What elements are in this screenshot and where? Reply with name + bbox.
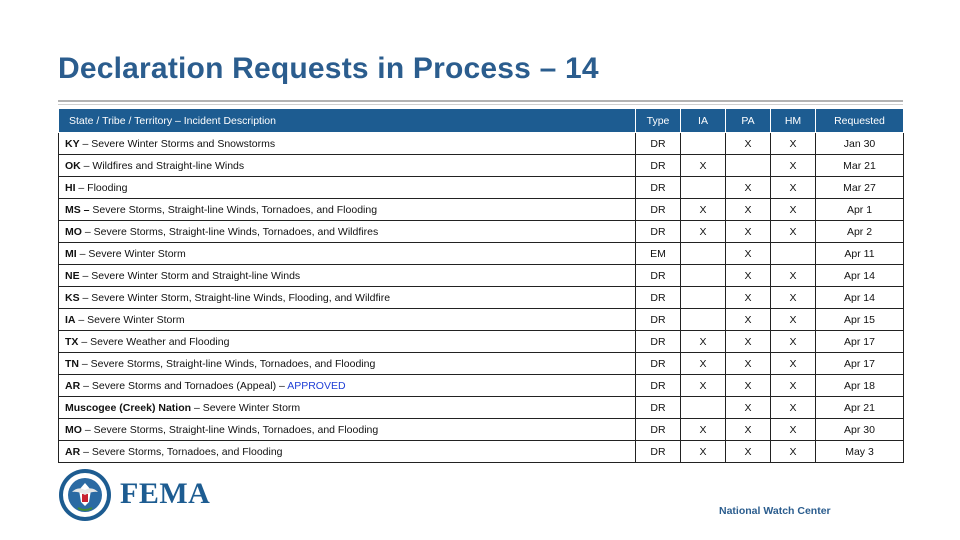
cell-hm: X [771, 287, 816, 309]
column-header-pa: PA [726, 109, 771, 133]
cell-type: DR [636, 199, 681, 221]
cell-hm: X [771, 419, 816, 441]
cell-type: DR [636, 133, 681, 155]
cell-type: DR [636, 441, 681, 463]
cell-ia [681, 265, 726, 287]
cell-requested: Apr 11 [816, 243, 904, 265]
state-code: NE [65, 269, 80, 282]
cell-pa: X [726, 177, 771, 199]
cell-requested: Mar 27 [816, 177, 904, 199]
cell-pa: X [726, 243, 771, 265]
incident-description: – Severe Winter Storms and Snowstorms [79, 137, 276, 150]
cell-description [59, 397, 636, 419]
state-code: MO [65, 423, 82, 436]
column-header-description: State / Tribe / Territory – Incident Description [59, 109, 636, 133]
incident-description: – Severe Winter Storm, Straight-line Winds, Flooding, and Wildfire [79, 291, 391, 304]
cell-pa: X [726, 353, 771, 375]
cell-pa: X [726, 221, 771, 243]
cell-description [59, 221, 636, 243]
cell-requested: Apr 14 [816, 265, 904, 287]
cell-type: DR [636, 309, 681, 331]
cell-pa: X [726, 133, 771, 155]
cell-pa: X [726, 419, 771, 441]
cell-description [59, 133, 636, 155]
table-header-row [59, 109, 904, 133]
cell-hm: X [771, 221, 816, 243]
state-code: IA [65, 313, 76, 326]
cell-requested: Apr 21 [816, 397, 904, 419]
cell-requested: Apr 17 [816, 331, 904, 353]
cell-description [59, 353, 636, 375]
cell-pa: X [726, 441, 771, 463]
state-code: MI [65, 247, 77, 260]
cell-type: DR [636, 331, 681, 353]
page-title: Declaration Requests in Process – 14 [58, 52, 599, 85]
incident-description: – Flooding [75, 181, 128, 194]
cell-description [59, 287, 636, 309]
column-header-hm: HM [771, 109, 816, 133]
cell-description [59, 441, 636, 463]
cell-hm [771, 243, 816, 265]
cell-ia [681, 287, 726, 309]
cell-description [59, 309, 636, 331]
cell-hm: X [771, 199, 816, 221]
table-row [59, 287, 904, 309]
cell-requested: Apr 2 [816, 221, 904, 243]
table-row [59, 221, 904, 243]
cell-pa: X [726, 199, 771, 221]
incident-description: – Severe Storms, Straight-line Winds, Tornadoes, and Flooding [81, 423, 379, 436]
state-code: TN [65, 357, 79, 370]
cell-description [59, 419, 636, 441]
cell-type: EM [636, 243, 681, 265]
cell-ia: X [681, 375, 726, 397]
cell-ia [681, 309, 726, 331]
incident-description: – Severe Winter Storm [191, 401, 301, 414]
incident-description: – Severe Winter Storm [76, 247, 186, 260]
cell-type: DR [636, 375, 681, 397]
cell-description [59, 155, 636, 177]
cell-hm: X [771, 265, 816, 287]
table-row [59, 133, 904, 155]
cell-hm: X [771, 441, 816, 463]
incident-description: – Severe Winter Storm [75, 313, 185, 326]
cell-ia: X [681, 221, 726, 243]
cell-hm: X [771, 155, 816, 177]
fema-wordmark: FEMA [120, 477, 211, 510]
cell-type: DR [636, 177, 681, 199]
cell-hm: X [771, 331, 816, 353]
cell-requested: Apr 14 [816, 287, 904, 309]
cell-type: DR [636, 221, 681, 243]
cell-pa: X [726, 375, 771, 397]
cell-ia: X [681, 331, 726, 353]
title-divider [58, 100, 903, 102]
incident-description: – Severe Weather and Flooding [78, 335, 230, 348]
table-row [59, 441, 904, 463]
cell-type: DR [636, 287, 681, 309]
cell-pa: X [726, 309, 771, 331]
cell-type: DR [636, 353, 681, 375]
cell-ia: X [681, 419, 726, 441]
cell-hm: X [771, 133, 816, 155]
column-header-ia: IA [681, 109, 726, 133]
cell-description [59, 331, 636, 353]
cell-pa: X [726, 397, 771, 419]
cell-type: DR [636, 265, 681, 287]
cell-type: DR [636, 397, 681, 419]
cell-requested: Apr 1 [816, 199, 904, 221]
incident-description: – Severe Storms, Tornadoes, and Flooding [80, 445, 283, 458]
cell-ia [681, 243, 726, 265]
table-row [59, 309, 904, 331]
state-code: AR [65, 445, 81, 458]
incident-description: – Severe Storms and Tornadoes (Appeal) – [80, 379, 288, 392]
cell-ia [681, 133, 726, 155]
cell-hm: X [771, 353, 816, 375]
cell-description [59, 177, 636, 199]
cell-hm: X [771, 309, 816, 331]
cell-ia [681, 177, 726, 199]
cell-requested: Apr 15 [816, 309, 904, 331]
cell-description [59, 243, 636, 265]
state-code: KY [65, 137, 80, 150]
cell-description [59, 265, 636, 287]
cell-type: DR [636, 419, 681, 441]
cell-pa [726, 155, 771, 177]
table-row [59, 265, 904, 287]
cell-hm: X [771, 375, 816, 397]
table-row [59, 243, 904, 265]
cell-pa: X [726, 287, 771, 309]
state-code: TX [65, 335, 79, 348]
incident-description: – Severe Winter Storm and Straight-line Winds [79, 269, 301, 282]
title-divider-thin [58, 104, 903, 105]
fema-logo [58, 468, 218, 524]
cell-description [59, 199, 636, 221]
table-row [59, 375, 904, 397]
state-code: KS [65, 291, 80, 304]
table-row [59, 353, 904, 375]
cell-requested: Apr 17 [816, 353, 904, 375]
state-code: MS – [65, 203, 90, 216]
footer-label: National Watch Center [719, 505, 831, 517]
incident-description: – Wildfires and Straight-line Winds [80, 159, 245, 172]
cell-hm: X [771, 177, 816, 199]
state-code: MO [65, 225, 82, 238]
table-row [59, 331, 904, 353]
incident-description: – Severe Storms, Straight-line Winds, Tornadoes, and Wildfires [81, 225, 379, 238]
cell-hm: X [771, 397, 816, 419]
column-header-type: Type [636, 109, 681, 133]
state-code: OK [65, 159, 81, 172]
cell-ia [681, 397, 726, 419]
cell-requested: Apr 18 [816, 375, 904, 397]
cell-type: DR [636, 155, 681, 177]
column-header-requested: Requested [816, 109, 904, 133]
declaration-requests-table [58, 108, 904, 463]
dhs-seal-icon [58, 468, 112, 522]
cell-ia: X [681, 353, 726, 375]
cell-description [59, 375, 636, 397]
table-row [59, 397, 904, 419]
cell-ia: X [681, 441, 726, 463]
cell-ia: X [681, 199, 726, 221]
state-code: AR [65, 379, 81, 392]
cell-requested: Jan 30 [816, 133, 904, 155]
incident-description: – Severe Storms, Straight-line Winds, Tornadoes, and Flooding [79, 357, 376, 370]
state-code: Muscogee (Creek) Nation [65, 401, 192, 414]
table-row [59, 177, 904, 199]
cell-requested: May 3 [816, 441, 904, 463]
table-row [59, 155, 904, 177]
cell-requested: Mar 21 [816, 155, 904, 177]
state-code: HI [65, 181, 76, 194]
table-row [59, 419, 904, 441]
table-row [59, 199, 904, 221]
status-approved: APPROVED [287, 379, 346, 392]
incident-description: Severe Storms, Straight-line Winds, Tornadoes, and Flooding [89, 203, 378, 216]
cell-ia: X [681, 155, 726, 177]
cell-pa: X [726, 331, 771, 353]
cell-pa: X [726, 265, 771, 287]
cell-requested: Apr 30 [816, 419, 904, 441]
